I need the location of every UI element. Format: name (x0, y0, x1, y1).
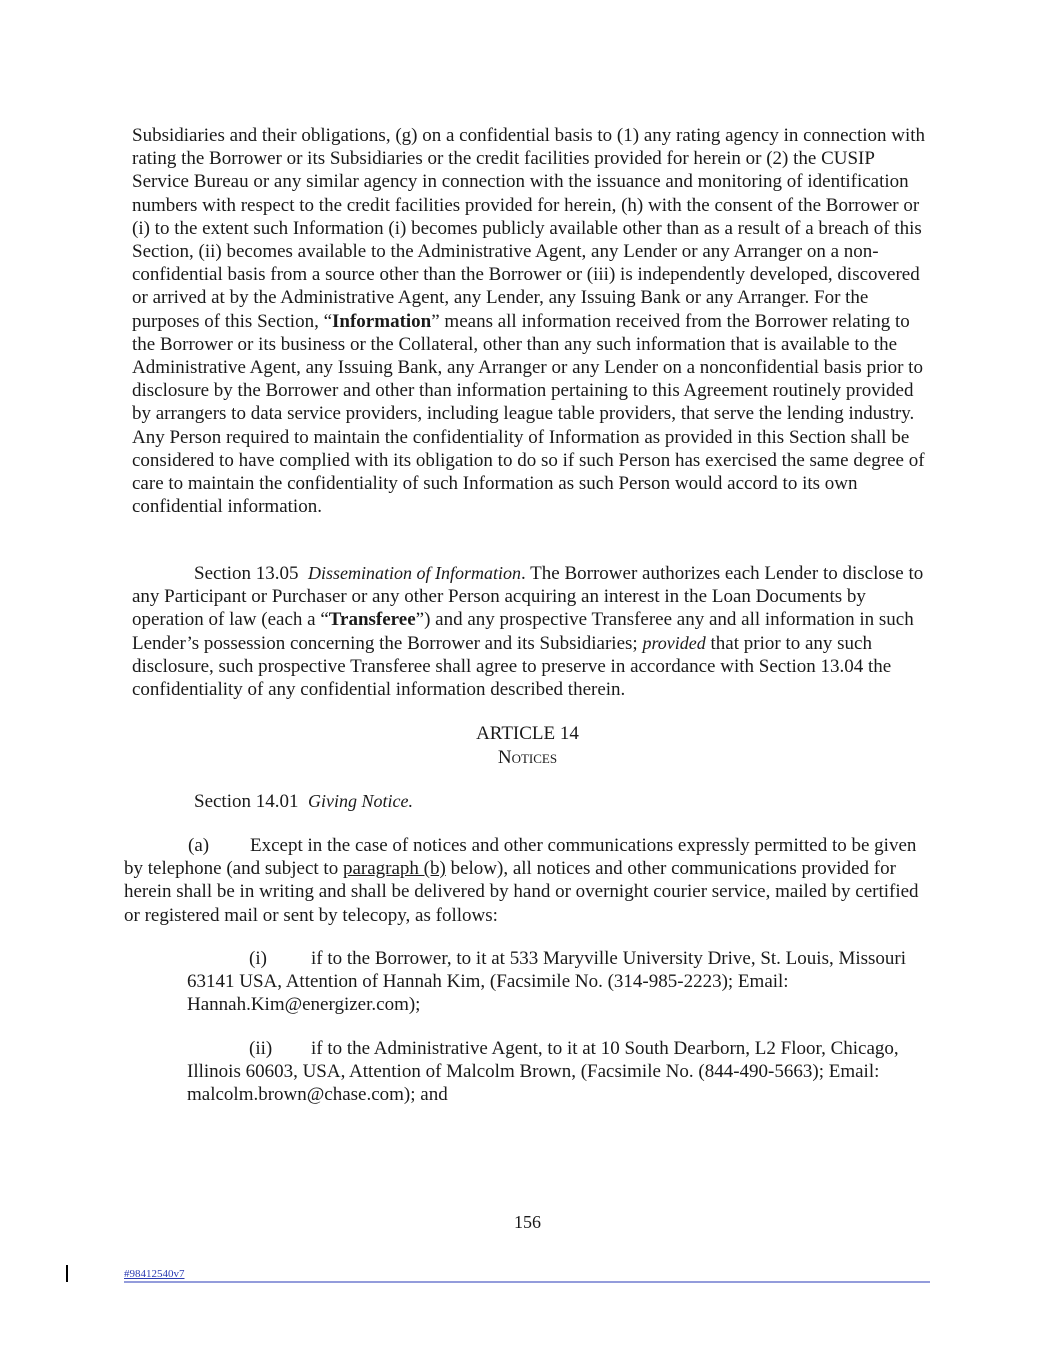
section-title: Dissemination of Information (308, 563, 522, 583)
section-number: Section 13.05 (194, 563, 299, 584)
defined-term-information: Information (332, 310, 432, 332)
section-14-01-heading (194, 790, 413, 813)
paragraph-text: . The Borrower authorizes each Lender to disclose to any Participant or Purchaser or any other Person acquiring an interest in the Loan Documents by operation of law (each a “ (132, 563, 924, 631)
paragraph-a (124, 834, 924, 927)
section-13-04-continued-paragraph (132, 124, 932, 518)
section-number: Section 14.01 (194, 791, 299, 812)
page-number: 156 (514, 1212, 541, 1232)
paragraph-text: ” means all information received from the Borrower relating to the Borrower or its business or the Collateral, other than any such information that is available to the Administrative Agent, any Issuing Bank, any Arranger or any Lender on a nonconfidential basis prior to disclosure by the Borrower and other than information pertaining to this Agreement routinely provided by arrangers to data service providers, including league table providers, that serve the lending industry. Any Person required to maintain the confidentiality of Information as provided in this Section shall be considered to have complied with its obligation to do so if such Person has exercised the same degree of care to maintain the confidentiality of such Information as such Person would accord to its own confidential information. (132, 310, 925, 518)
section-title: Giving Notice. (308, 791, 413, 811)
item-label: (ii) (249, 1038, 273, 1059)
notice-item-administrative-agent (187, 1037, 932, 1107)
defined-term-transferee: Transferee (328, 609, 416, 631)
article-subtitle: Notices (497, 747, 558, 768)
paragraph-text: ”) and any prospective Transferee any and all information in such Lender’s possession concerning the Borrower and its Subsidiaries; (132, 609, 914, 654)
item-text: if to the Administrative Agent, to it at 10 South Dearborn, L2 Floor, Chicago, Illinois 60603, USA, Attention of Malcolm Brown, (Facsimile No. (844-490-5663); Email: malcolm.brown@chase.com); and (187, 1038, 899, 1106)
paragraph-reference: paragraph (b) (342, 858, 446, 880)
paragraph-text: below), all notices and other communications provided for herein shall be in writing and shall be delivered by hand or overnight courier service, mailed by certified or registered mail or sent by telecopy, as follows: (124, 858, 919, 926)
paragraph-label: (a) (188, 835, 210, 856)
footer-rule (124, 1281, 930, 1283)
document-id-link[interactable]: #98412540v7 (124, 1268, 185, 1280)
section-13-05-paragraph (132, 562, 932, 701)
notice-item-borrower (187, 947, 932, 1017)
paragraph-text: that prior to any such disclosure, such prospective Transferee shall agree to preserve in accordance with Section 13.04 the confidentiality of any confidential information described therein. (132, 632, 892, 701)
provided-term: provided (642, 632, 706, 653)
item-label: (i) (249, 948, 267, 969)
item-text: if to the Borrower, to it at 533 Maryville University Drive, St. Louis, Missouri 63141 USA, Attention of Hannah Kim, (Facsimile No. (314-985-2223); Email: Hannah.Kim@energizer.com); (187, 948, 907, 1016)
paragraph-text: Except in the case of notices and other communications expressly permitted to be given by telephone (and subject to (124, 835, 917, 880)
paragraph-text: Subsidiaries and their obligations, (g) on a confidential basis to (1) any rating agency in connection with rating the Borrower or its Subsidiaries or the credit facilities provided for herein or (2) the CUSIP Service Bureau or any similar agency in connection with the issuance and monitoring of identification numbers with respect to the credit facilities provided for herein, (h) with the consent of the Borrower or (i) to the extent such Information (i) becomes publicly available other than as a result of a breach of this Section, (ii) becomes available to the Administrative Agent, any Lender or any Arranger on a non-confidential basis from a source other than the Borrower or (iii) is independently developed, discovered or arrived at by the Administrative Agent, any Lender, any Issuing Bank or any Arranger. For the purposes of this Section, “ (132, 125, 926, 332)
change-bar (66, 1265, 68, 1282)
article-title: ARTICLE 14 (476, 723, 579, 744)
